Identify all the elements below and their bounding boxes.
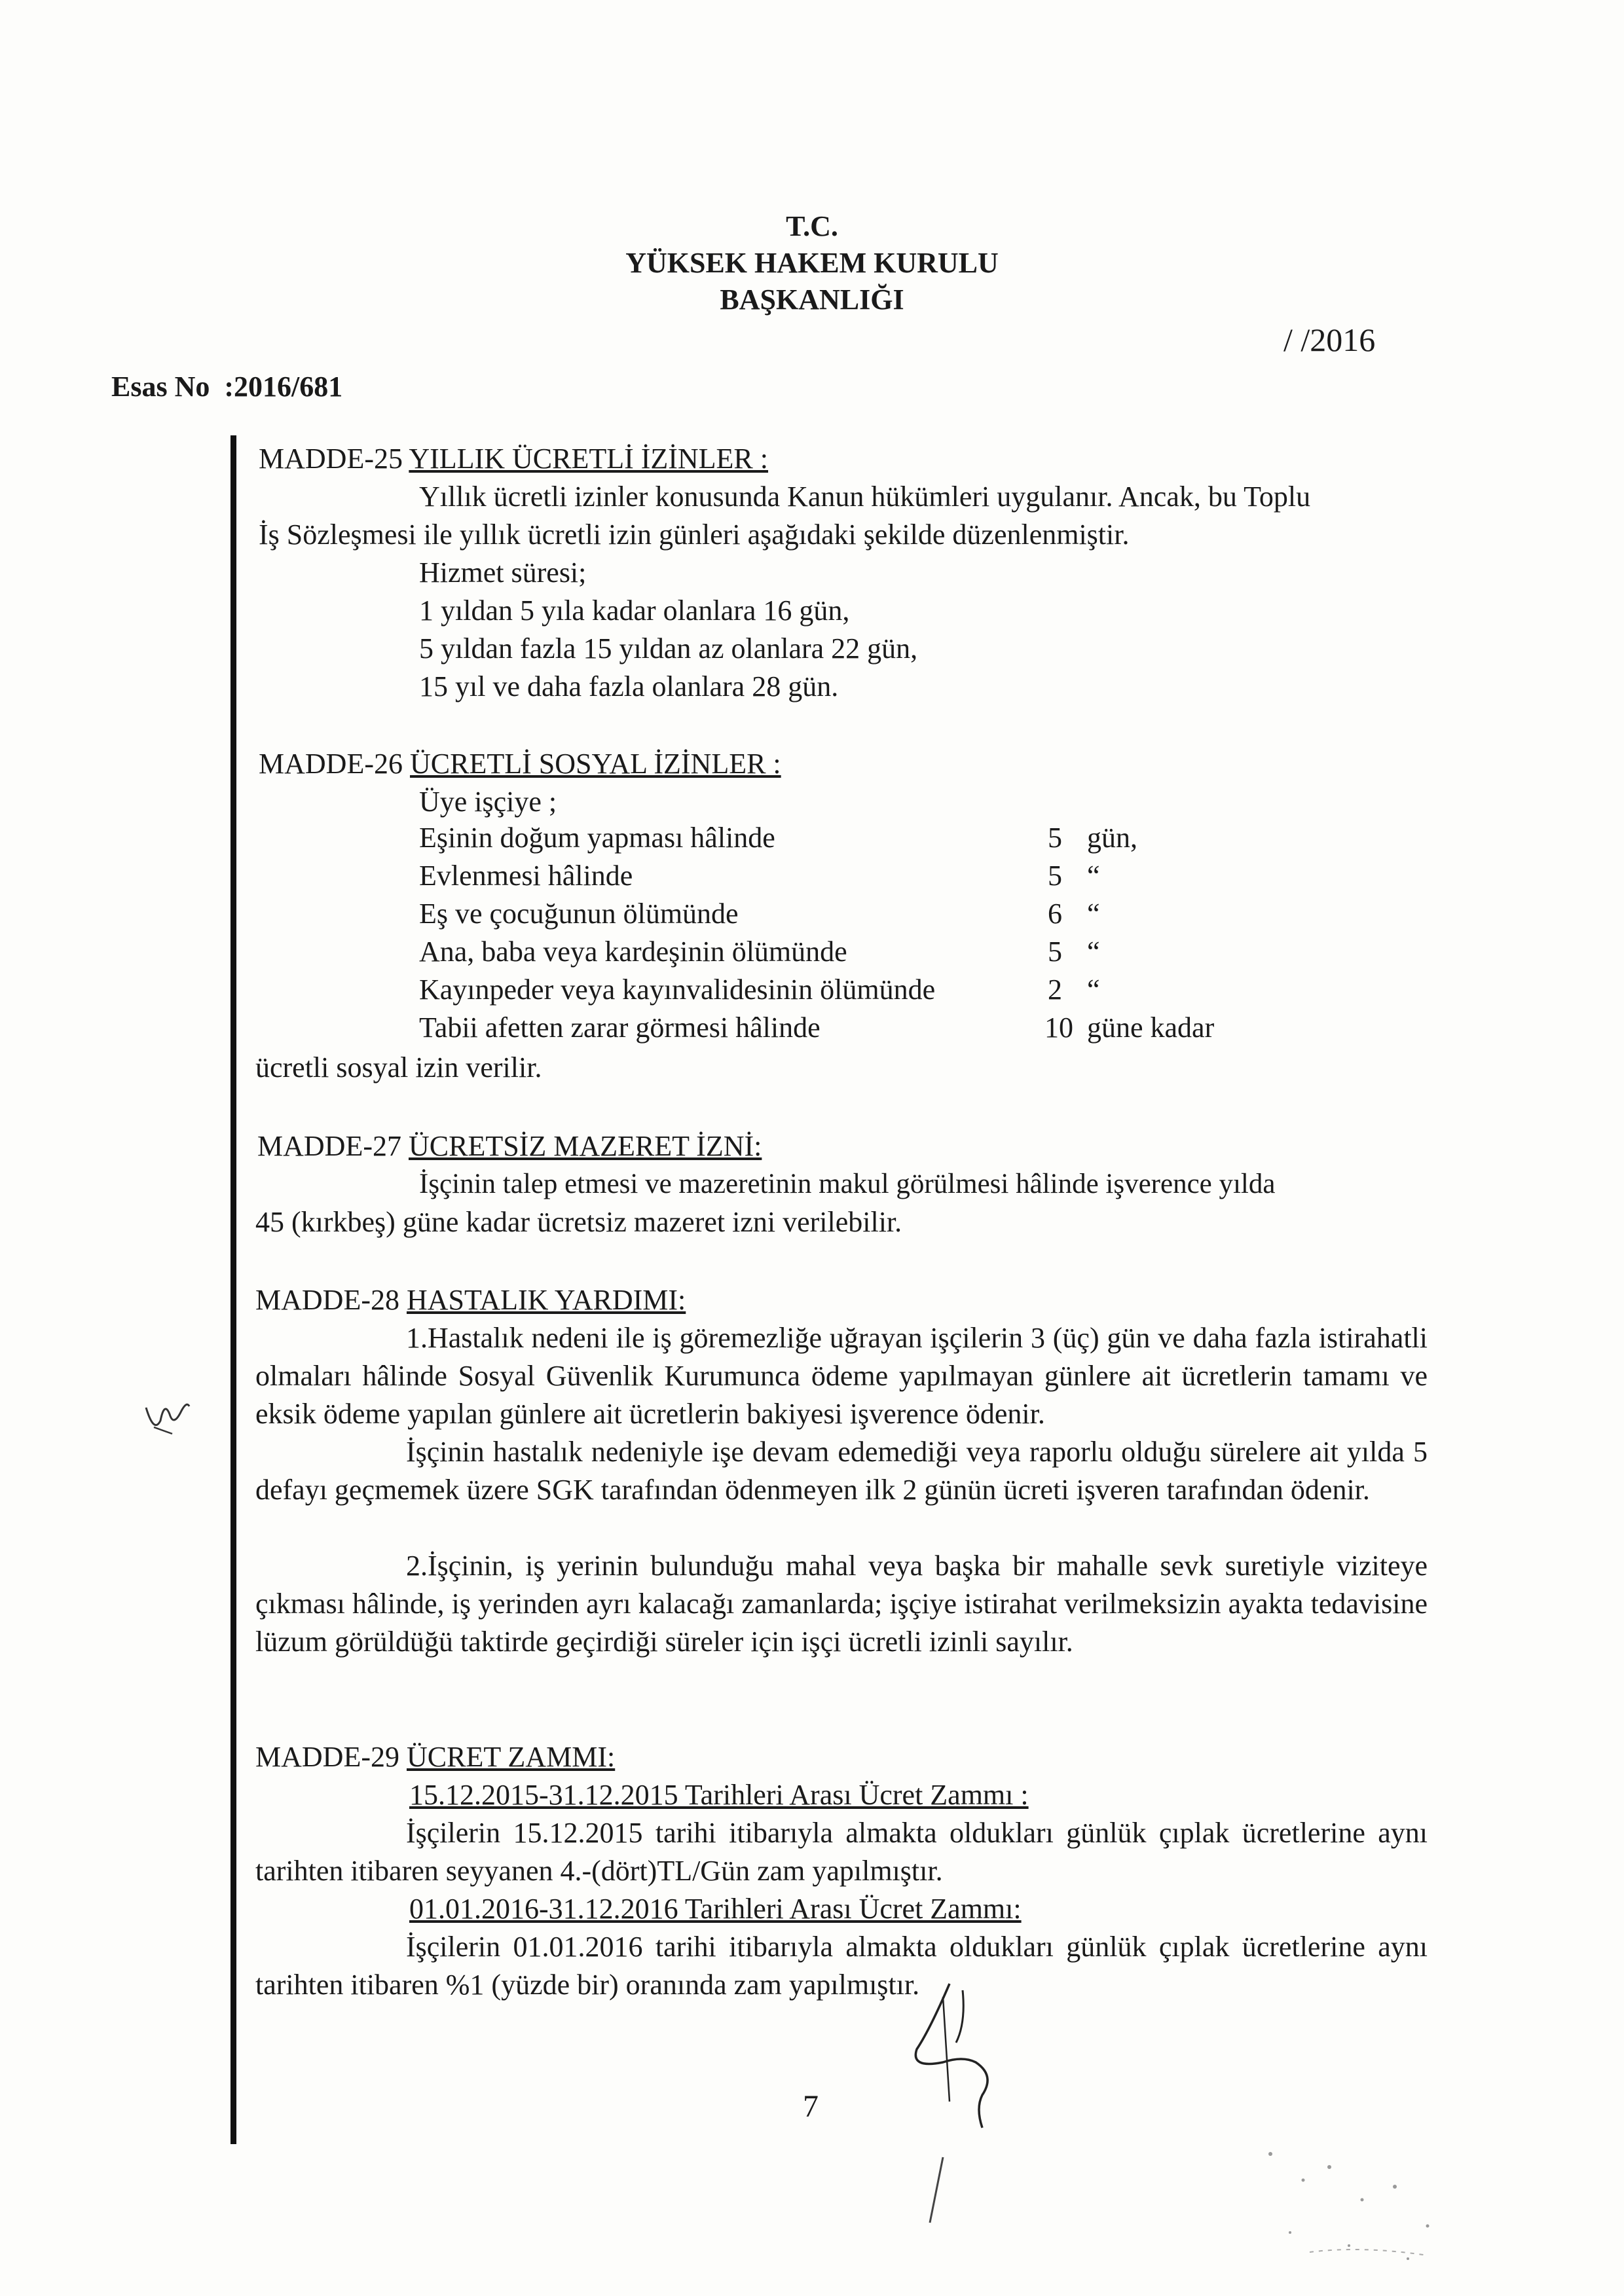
article-29-para-2-text: İşçilerin 01.01.2016 tarihi itibarıyla almakta oldukları günlük çıplak ücretlerine aynı tarihten itibaren %1 (yüzde bir) oranında zam yapılmıştır.	[255, 1931, 1428, 2001]
leave-unit: “	[1087, 898, 1100, 930]
leave-reason: Tabii afetten zarar görmesi hâlinde	[419, 1011, 821, 1044]
faint-stamp-mark	[1231, 2128, 1467, 2272]
leave-days: 10	[1044, 1011, 1073, 1044]
article-29-title: ÜCRET ZAMMI:	[406, 1741, 616, 1773]
leave-unit: “	[1087, 860, 1100, 892]
document-header	[0, 208, 1624, 318]
leave-unit: güne kadar	[1087, 1011, 1215, 1044]
case-number-value: :2016/681	[224, 371, 343, 403]
article-26-number: MADDE-26	[259, 748, 410, 780]
article-29-para-1-text: İşçilerin 15.12.2015 tarihi itibarıyla almakta oldukları günlük çıplak ücretlerine aynı tarihten itibaren seyyanen 4.-(dört)TL/Gün zam yapılmıştır.	[255, 1817, 1428, 1887]
article-27-number: MADDE-27	[257, 1130, 409, 1162]
leave-days: 5	[1048, 822, 1062, 854]
leave-reason: Eşinin doğum yapması hâlinde	[419, 822, 775, 854]
leave-unit: “	[1087, 936, 1100, 968]
margin-bar	[231, 435, 236, 2144]
article-27-heading	[257, 1127, 762, 1165]
pen-stroke-mark	[917, 2154, 956, 2226]
article-28-number: MADDE-28	[255, 1284, 407, 1316]
article-26-closing: ücretli sosyal izin verilir.	[255, 1051, 542, 1084]
leave-days: 5	[1048, 860, 1062, 892]
handwritten-signature	[904, 1971, 1048, 2154]
handwritten-initials	[141, 1388, 193, 1440]
article-28-para-2	[255, 1433, 1428, 1509]
leave-reason: Ana, baba veya kardeşinin ölümünde	[419, 936, 847, 968]
leave-row	[419, 973, 1100, 1006]
leave-reason: Kayınpeder veya kayınvalidesinin ölümünde	[419, 974, 936, 1006]
header-presidency: BAŞKANLIĞI	[720, 283, 904, 316]
article-27-title: ÜCRETSİZ MAZERET İZNİ:	[408, 1130, 762, 1162]
article-25-item: 1 yıldan 5 yıla kadar olanlara 16 gün,	[419, 594, 850, 627]
article-25-para-line1: Yıllık ücretli izinler konusunda Kanun hükümleri uygulanır. Ancak, bu Toplu	[419, 481, 1311, 513]
page-number: 7	[803, 2089, 819, 2124]
article-25-service-label: Hizmet süresi;	[419, 556, 587, 589]
article-25-para-line2: İş Sözleşmesi ile yıllık ücretli izin günleri aşağıdaki şekilde düzenlenmiştir.	[259, 519, 1130, 551]
article-25-title: YILLIK ÜCRETLİ İZİNLER :	[409, 443, 769, 475]
article-29-para-1	[255, 1814, 1428, 1890]
leave-row	[419, 821, 1137, 854]
article-29-subheading-2: 01.01.2016-31.12.2016 Tarihleri Arası Ücret Zammı:	[409, 1893, 1022, 1925]
decision-date: / /2016	[1283, 321, 1376, 358]
header-tc: T.C.	[786, 210, 838, 242]
article-25-heading	[259, 440, 768, 478]
article-28-para-2-text: İşçinin hastalık nedeniyle işe devam edemediği veya raporlu olduğu sürelere ait yılda 5 defayı geçmemek üzere SGK tarafından ödenmeyen ilk 2 günün ücreti işveren tarafından ödenir.	[255, 1436, 1428, 1506]
case-number	[111, 370, 342, 403]
article-26-title: ÜCRETLİ SOSYAL İZİNLER :	[409, 748, 781, 780]
article-27-para-line1: İşçinin talep etmesi ve mazeretinin makul görülmesi hâlinde işverence yılda	[419, 1169, 1276, 1199]
leave-days: 2	[1048, 974, 1062, 1006]
leave-row	[419, 935, 1100, 968]
article-28-heading	[255, 1281, 686, 1319]
leave-row	[419, 1011, 1215, 1044]
leave-days: 6	[1048, 898, 1062, 930]
leave-days: 5	[1048, 936, 1062, 968]
article-28-para-3-text: 2.İşçinin, iş yerinin bulunduğu mahal veya başka bir mahalle sevk suretiyle viziteye çıkması hâlinde, iş yerinden ayrı kalacağı zamanlarda; işçiye istirahat verilmeksizin ayakta tedavisine lüzum görüldüğü taktirde geçirdiği süreler için işçi ücretli izinli sayılır.	[255, 1550, 1428, 1658]
leave-row	[419, 859, 1100, 892]
leave-row	[419, 897, 1100, 930]
article-26-heading	[259, 745, 781, 783]
article-28-para-1-text: 1.Hastalık nedeni ile iş göremezliğe uğrayan işçilerin 3 (üç) gün ve daha fazla istirahatli olmaları hâlinde Sosyal Güvenlik Kurumunca ödeme yapılmayan günlere ait ücretlerin tamamı ve eksik ödeme yapılan günlere ait ücretlerin bakiyesi işverence ödenir.	[255, 1322, 1428, 1430]
article-29-number: MADDE-29	[255, 1741, 407, 1773]
article-27-para-line2: 45 (kırkbeş) güne kadar ücretsiz mazeret izni verilebilir.	[255, 1206, 902, 1238]
article-26-intro: Üye işçiye ;	[419, 786, 557, 818]
case-number-label: Esas No	[111, 371, 210, 403]
article-29-subheading-1: 15.12.2015-31.12.2015 Tarihleri Arası Ücret Zammı :	[409, 1779, 1029, 1811]
header-institution: YÜKSEK HAKEM KURULU	[625, 247, 999, 279]
leave-reason: Evlenmesi hâlinde	[419, 860, 633, 892]
leave-unit: “	[1087, 974, 1100, 1006]
article-28-para-3	[255, 1547, 1428, 1661]
leave-unit: gün,	[1087, 822, 1137, 854]
article-25-item: 15 yıl ve daha fazla olanlara 28 gün.	[419, 670, 839, 702]
article-25-number: MADDE-25	[259, 443, 409, 475]
article-29-heading	[255, 1738, 615, 1776]
leave-reason: Eş ve çocuğunun ölümünde	[419, 898, 739, 930]
article-25-item: 5 yıldan fazla 15 yıldan az olanlara 22 gün,	[419, 632, 918, 665]
article-28-para-1	[255, 1319, 1428, 1433]
article-28-title: HASTALIK YARDIMI:	[406, 1284, 686, 1316]
article-29-para-2	[255, 1928, 1428, 2004]
